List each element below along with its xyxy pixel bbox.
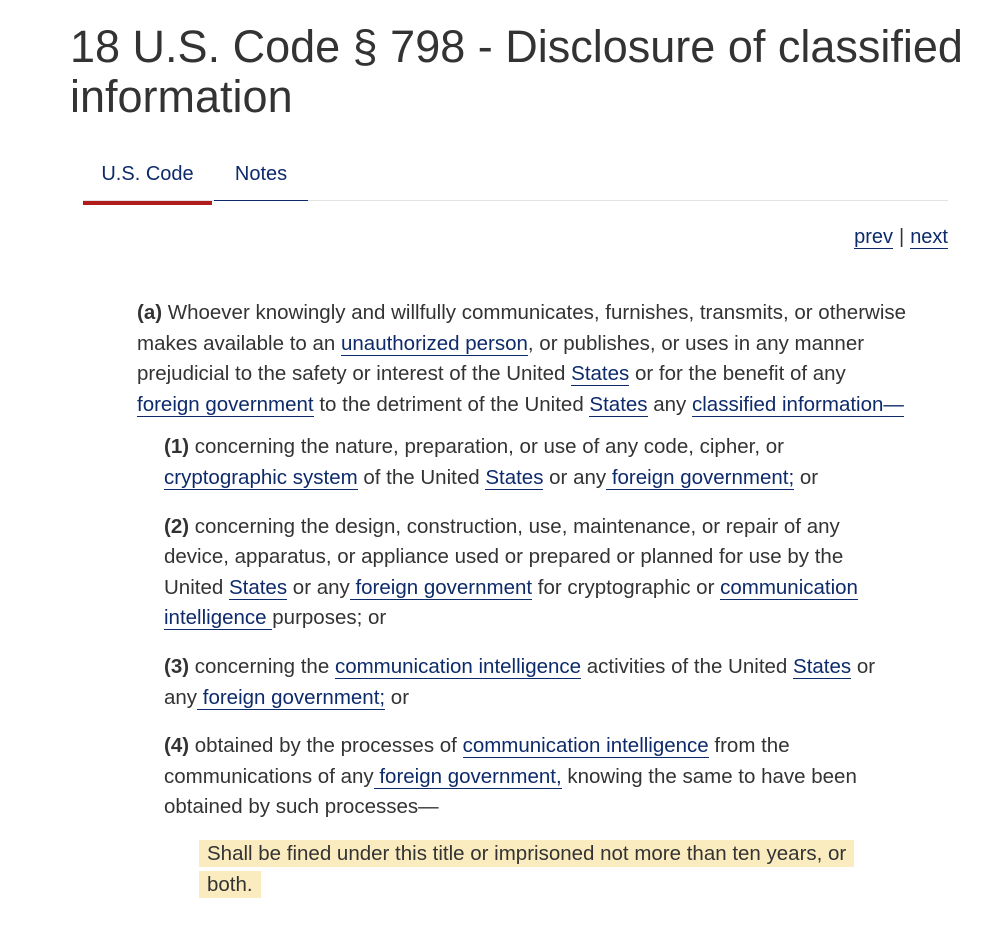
text-run: or [385, 685, 410, 709]
text-run: concerning the nature, preparation, or use of any code, cipher, or [189, 435, 784, 459]
tab-notes[interactable]: Notes [214, 152, 308, 201]
next-link[interactable]: next [910, 226, 948, 248]
tab-bar-divider [83, 200, 948, 201]
paragraph-label: (3) [164, 654, 190, 678]
text-run: or for the benefit of any [629, 362, 846, 386]
states-link[interactable]: States [485, 465, 544, 489]
communication-intelligence-link[interactable]: communication intelligence [164, 575, 858, 630]
text-run: concerning the design, construction, use, maintenance, or repair of any device, apparatus, or appliance used or prepared or planned for use by the United [164, 514, 844, 599]
paragraph-4 [164, 731, 907, 823]
text-run: of the United [357, 465, 486, 489]
pager [854, 223, 948, 251]
states-link[interactable]: States [228, 575, 288, 599]
tab-us-code[interactable]: U.S. Code [83, 152, 212, 205]
penalty-highlight: Shall be fined under this title or imprisoned not more than ten years, or both. [199, 840, 854, 898]
foreign-government-link[interactable]: foreign government, [373, 764, 562, 788]
text-run: knowing the same to have been obtained by such processes— [164, 764, 857, 819]
text-run: concerning the [189, 654, 335, 678]
text-run: or any [543, 465, 607, 489]
paragraph-label: (4) [164, 734, 190, 758]
foreign-government-link[interactable]: foreign government; [197, 685, 386, 709]
foreign-government-link[interactable]: foreign government [137, 392, 314, 416]
subsection-a [137, 298, 907, 420]
foreign-government-link[interactable]: foreign government; [606, 465, 795, 489]
statute-text [137, 298, 907, 900]
tab-bar [83, 152, 948, 204]
states-link[interactable]: States [571, 362, 630, 386]
text-run: obtained by the processes of [189, 734, 463, 758]
paragraph-3 [164, 652, 907, 713]
communication-intelligence-link[interactable]: communication intelligence [334, 654, 582, 678]
paragraph-1 [164, 432, 907, 493]
paragraph-label: (1) [164, 435, 190, 459]
states-link[interactable]: States [793, 654, 852, 678]
pager-separator: | [898, 226, 905, 248]
text-run: , or publishes, or uses in any manner prejudicial to the safety or interest of the United [137, 331, 865, 386]
subsection-label: (a) [137, 301, 163, 324]
text-run: or [794, 465, 819, 489]
text-run: purposes; or [272, 606, 387, 630]
paragraph-2 [164, 512, 907, 634]
text-run: from the communications of any [164, 734, 790, 788]
foreign-government-link[interactable]: foreign government [349, 575, 533, 599]
penalty-clause [168, 839, 867, 900]
text-run: for cryptographic or [532, 575, 721, 599]
unauthorized-person-link[interactable]: unauthorized person [340, 331, 528, 355]
classified-information-link[interactable]: classified information— [692, 392, 904, 416]
text-run: Whoever knowingly and willfully communicates, furnishes, transmits, or otherwise makes available to an [137, 301, 907, 355]
text-run: or any [287, 575, 350, 599]
text-run: or any [164, 654, 876, 709]
paragraph-label: (2) [164, 514, 190, 538]
states-link[interactable]: States [589, 392, 648, 416]
text-run: any [647, 392, 692, 416]
page-title: 18 U.S. Code § 798 - Disclosure of classified information [70, 21, 963, 122]
text-run: to the detriment of the United [313, 392, 590, 416]
prev-link[interactable]: prev [854, 226, 893, 248]
cryptographic-system-link[interactable]: cryptographic system [164, 465, 358, 489]
text-run: activities of the United [581, 654, 794, 678]
communication-intelligence-link[interactable]: communication intelligence [462, 734, 709, 758]
